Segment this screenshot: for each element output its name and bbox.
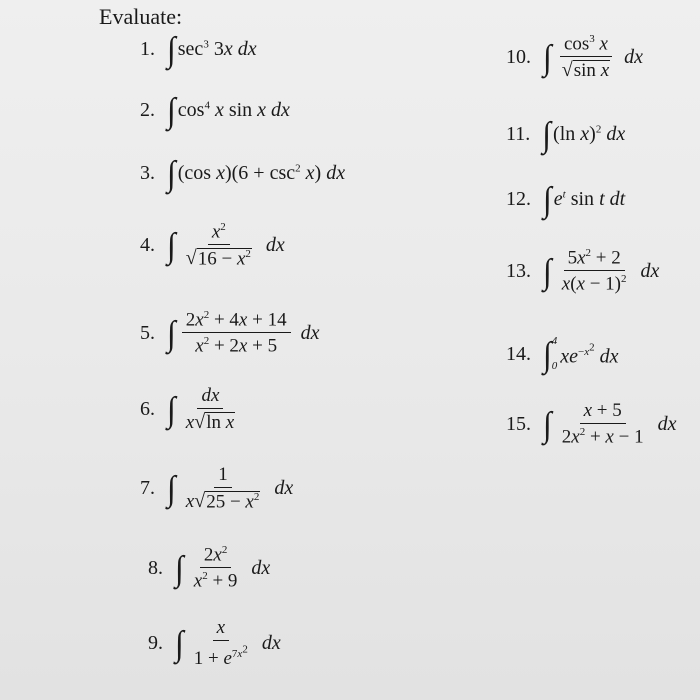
problem-4: 4. ∫ $x^2$ √ $16 - x^2$ dx (140, 221, 285, 270)
problem-1 (140, 29, 257, 69)
integral-sign-icon: ∫ (167, 225, 176, 266)
problem-2 (140, 90, 290, 130)
problem-number: 6. (140, 398, 155, 420)
integral-sign-icon: ∫ (167, 468, 176, 508)
problem-number: 10. (506, 46, 531, 69)
problem-3 (140, 153, 346, 193)
problem-number: 3. (140, 162, 155, 184)
problem-number: 7. (140, 477, 155, 500)
integral-sign-icon: ∫ (543, 334, 552, 374)
problem-9: 9. ∫ $\frac{x}{1 + e^{7x^2}}$ dx (148, 617, 281, 669)
integral-limits: 4 0 (551, 335, 558, 372)
integrand: $e^t$ sin t dt (553, 188, 626, 210)
problem-14 (506, 336, 619, 372)
integral-sign-icon: ∫ (175, 623, 184, 663)
problem-number: 8. (148, 556, 163, 579)
integral-sign-icon: ∫ (167, 389, 176, 429)
integral-sign-icon: ∫ (543, 37, 552, 77)
integrand: (ln x)$^2$ dx (553, 123, 626, 145)
fraction: $\frac{2x^2 + 4x + 14}{x^2 + 2x + 5}$ (182, 310, 291, 356)
integral-sign-icon: ∫ (543, 179, 552, 219)
fraction: $x^2$ √ $16 - x^2$ (185, 221, 251, 270)
problem-number: 13. (506, 259, 531, 282)
problem-15: 15. ∫ $\frac{x + 5}{2x^2 + x - 1}$ dx (506, 400, 677, 448)
page-title: Evaluate: (99, 4, 183, 29)
problem-12 (506, 179, 626, 219)
integrand: (cos $x)(6 + \csc^2 x)$ dx (177, 162, 346, 184)
fraction: dx x √ ln x (185, 385, 235, 433)
problem-5: 5. ∫ $\frac{2x^2 + 4x + 14}{x^2 + 2x + 5}$ dx (140, 309, 320, 357)
problem-13: 13. ∫ $\frac{5x^2 + 2}{x(x - 1)^2}$ dx (506, 247, 660, 295)
fraction: $\frac{2x^2}{x^2 + 9}$ (193, 544, 238, 592)
problem-7: 7. ∫ 1 x √ $25 - x^2$ dx (140, 464, 294, 513)
problem-10: 10. ∫ $\cos^3 x$ √ sin x dx (506, 33, 644, 82)
problem-11 (506, 114, 626, 154)
integral-sign-icon: ∫ (543, 251, 552, 291)
integral-sign-icon: ∫ (167, 153, 176, 193)
integrand: $\sec^3 3x$ dx (177, 38, 257, 60)
problem-number: 15. (506, 412, 531, 435)
problem-number: 5. (140, 321, 155, 344)
problem-number: 4. (140, 234, 155, 257)
integral-sign-icon: ∫ (167, 29, 176, 69)
integral-sign-icon: ∫ (542, 114, 552, 154)
problem-number: 1. (140, 38, 155, 60)
fraction: $\frac{x + 5}{2x^2 + x - 1}$ (561, 400, 644, 448)
problem-8: 8. ∫ $\frac{2x^2}{x^2 + 9}$ dx (148, 544, 271, 592)
integrand: $\cos^4 x$ sin x dx (177, 99, 290, 121)
integral-sign-icon: ∫ (543, 403, 552, 444)
problem-number: 9. (148, 631, 163, 654)
problem-number: 2. (140, 99, 155, 121)
integrand: $xe^{-x^2}$ dx (560, 340, 619, 368)
problem-6 (140, 386, 243, 432)
integral-sign-icon: ∫ (167, 313, 176, 353)
problem-number: 11. (506, 123, 531, 145)
problem-number: 12. (506, 188, 531, 210)
fraction: $\cos^3 x$ √ sin x (558, 34, 614, 80)
fraction: $\frac{5x^2 + 2}{x(x - 1)^2}$ (561, 247, 627, 295)
fraction: 1 x √ $25 - x^2$ (185, 464, 260, 513)
problem-number: 14. (506, 343, 531, 365)
integral-sign-icon: ∫ (175, 548, 184, 588)
fraction: $\frac{x}{1 + e^{7x^2}}$ (193, 617, 248, 669)
integral-sign-icon: ∫ (167, 90, 176, 130)
